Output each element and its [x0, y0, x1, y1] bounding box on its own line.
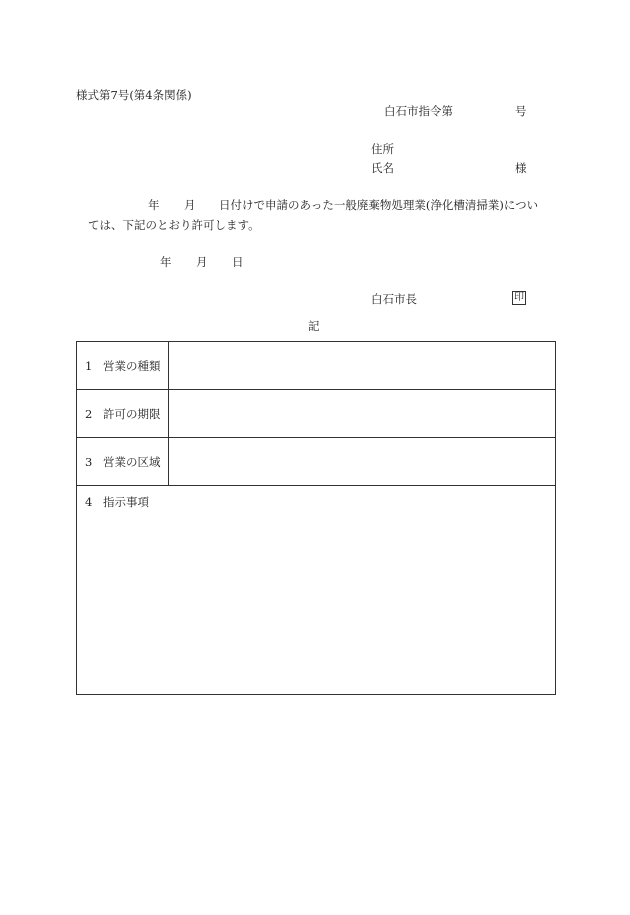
- ki-heading: 記: [308, 319, 320, 333]
- body-month: 月: [184, 198, 196, 212]
- table-row: [77, 390, 555, 438]
- issuer-title: 白石市長: [371, 292, 417, 306]
- permit-details-table: [76, 341, 556, 695]
- row-label: 2 許可の期限: [85, 406, 161, 421]
- address-label: 住所: [371, 142, 394, 156]
- issue-day: 日: [232, 255, 244, 269]
- body-line-2: ては、下記のとおり許可します。: [88, 218, 260, 232]
- issue-month: 月: [196, 255, 208, 269]
- body-line-1: 日付けで申請のあった一般廃棄物処理業(浄化槽清掃業)につい: [219, 198, 539, 212]
- body-year: 年: [148, 198, 160, 212]
- seal-box: 印: [514, 292, 524, 303]
- form-number: 様式第7号(第4条関係): [76, 88, 192, 102]
- issue-year: 年: [160, 255, 172, 269]
- honorific: 様: [515, 161, 527, 175]
- directive-prefix: 白石市指令第: [384, 104, 453, 118]
- name-label: 氏名: [371, 161, 394, 175]
- table-row: [77, 438, 555, 486]
- table-row: [77, 342, 555, 390]
- directive-suffix: 号: [515, 104, 527, 118]
- instructions-label: 4 指示事項: [85, 495, 149, 509]
- row-label: 3 営業の区域: [85, 454, 161, 469]
- row-label: 1 営業の種類: [85, 358, 161, 373]
